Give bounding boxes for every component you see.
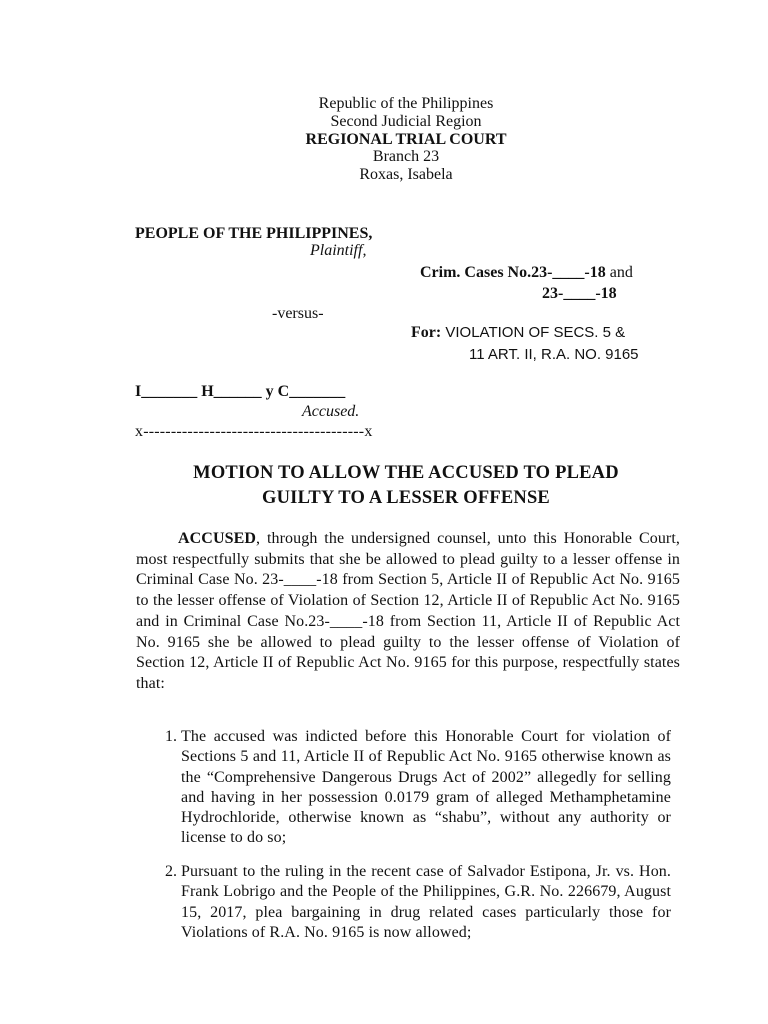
caption-divider: x----------------------------------------x [135, 423, 373, 440]
plaintiff-name: PEOPLE OF THE PHILIPPINES, [135, 225, 373, 242]
charge-label: For: [411, 324, 442, 341]
header-region: Second Judicial Region [330, 113, 482, 130]
case-number-label: Crim. Cases No.23-____-18 [420, 264, 606, 281]
charge-text-continued: 11 ART. II, R.A. NO. 9165 [469, 346, 639, 363]
header-court: REGIONAL TRIAL COURT [305, 131, 507, 148]
item-number: 2. [165, 863, 177, 880]
list-item: Pursuant to the ruling in the recent case of Salvador Estipona, Jr. vs. Hon. Frank Lobrigo and the People of the Philippines, G.R. No. 226679, August 15, 2017, plea bargaining in drug related cases particularly those for Violations of R.A. No. 9165 is now allowed; [181, 863, 671, 941]
list-item: The accused was indicted before this Honorable Court for violation of Sections 5 and 11, Article II of Republic Act No. 9165 otherwise known as the “Comprehensive Dangerous Drugs Act of 2002” allegedly for selling and having in her possession 0.0179 gram of alleged Methamphetamine Hydrochloride, otherwise known as “shabu”, without any authority or license to do so; [181, 728, 671, 847]
motion-title-line1: MOTION TO ALLOW THE ACCUSED TO PLEAD [193, 463, 619, 483]
header-republic: Republic of the Philippines [318, 95, 494, 112]
versus-label: -versus- [272, 305, 324, 322]
motion-title-line2: GUILTY TO A LESSER OFFENSE [262, 488, 550, 508]
item-number: 1. [165, 728, 177, 745]
case-number-and: and [605, 264, 633, 281]
plaintiff-role: Plaintiff, [310, 242, 367, 259]
intro-paragraph [136, 529, 680, 695]
accused-role: Accused. [302, 403, 360, 420]
charge-line [411, 324, 625, 342]
accused-name: I_______ H______ y C_______ [135, 383, 346, 400]
header-branch: Branch 23 [372, 148, 440, 165]
header-location: Roxas, Isabela [359, 166, 453, 183]
intro-text: , through the undersigned counsel, unto this Honorable Court, most respectfully submits that she be allowed to plead guilty to a lesser offense in Criminal Case No. 23-____-18 from Section 5, Article II of Republic Act No. 9165 to the lesser offense of Violation of Section 12, Article II of Republic Act No. 9165 and in Criminal Case No.23-____-18 from Section 11, Article II of Republic Act No. 9165 she be allowed to plead guilty to the lesser offense of Violation of Section 12, Article II of Republic Act No. 9165 for this purpose, respectfully states that: [136, 530, 680, 692]
intro-lead: ACCUSED [178, 530, 257, 547]
case-number [420, 264, 633, 282]
case-number-second: 23-____-18 [542, 285, 617, 302]
charge-text: VIOLATION OF SECS. 5 & [441, 324, 626, 341]
